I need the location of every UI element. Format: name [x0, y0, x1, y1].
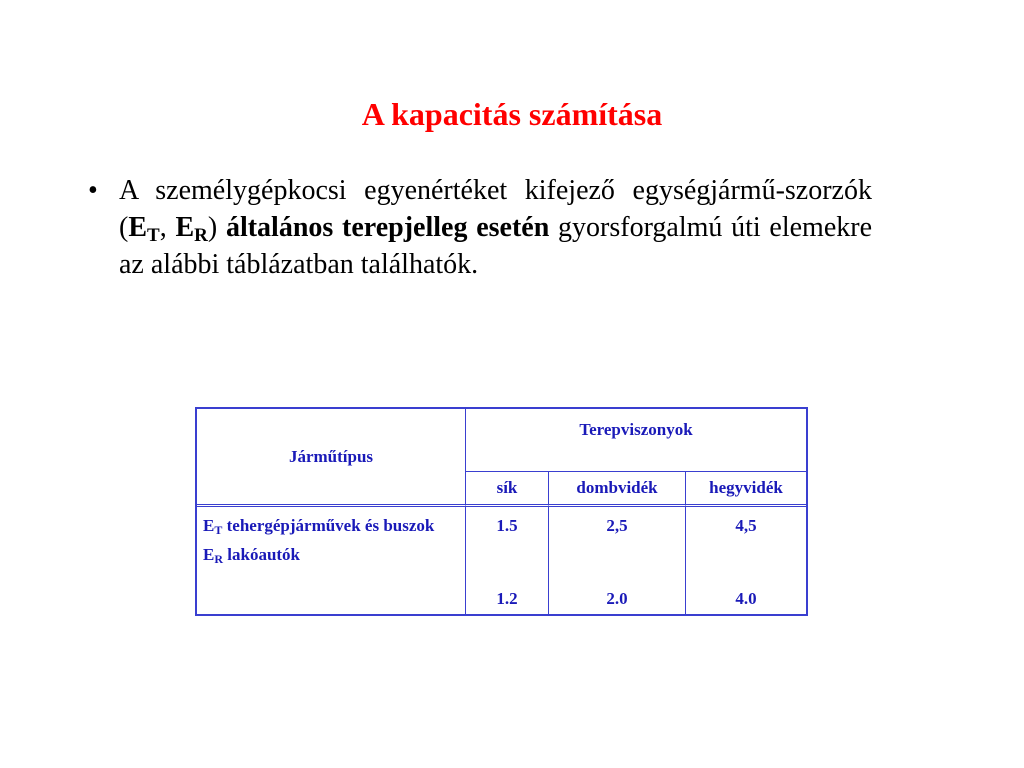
value-cell-hilly	[548, 507, 685, 614]
bullet-text-part1: A személygépkocsi egyenértéket kifejező egységjármű-szorzók (	[119, 175, 872, 243]
header-col-flat: sík	[466, 472, 548, 507]
vehicle-type-cell	[197, 507, 466, 614]
vehicle-type-et	[203, 515, 459, 537]
bullet-bold-phrase: általános terepjelleg esetén	[225, 212, 550, 243]
value-cell-flat	[466, 507, 548, 614]
symbol-et-sub: T	[147, 225, 160, 246]
value-et-flat: 1.5	[496, 516, 518, 535]
table-row	[197, 507, 806, 614]
symbol-er-sub: R	[194, 225, 208, 246]
row-et-symbol-sub: T	[214, 523, 223, 537]
header-col-mountain: hegyvidék	[685, 472, 806, 507]
row-er-symbol: E	[203, 545, 215, 564]
bullet-separator: ,	[159, 212, 176, 243]
value-er-hilly: 2.0	[606, 589, 628, 608]
bullet-text-part2: )	[207, 212, 226, 243]
row-et-label: tehergépjárművek és buszok	[222, 516, 435, 535]
symbol-er-base: E	[175, 212, 195, 243]
bullet-marker: •	[88, 175, 98, 206]
value-er-mountain: 4.0	[735, 589, 757, 608]
row-et-symbol: E	[203, 516, 215, 535]
header-terrain: Terepviszonyok	[466, 409, 806, 472]
value-er-flat: 1.2	[496, 589, 518, 608]
value-et-mountain: 4,5	[735, 516, 757, 535]
row-er-label: lakóautók	[223, 545, 301, 564]
bullet-paragraph	[88, 172, 872, 283]
row-er-symbol-sub: R	[214, 552, 224, 566]
symbol-et-base: E	[128, 212, 148, 243]
slide-title: A kapacitás számítása	[361, 96, 663, 132]
table-header-row	[197, 409, 806, 472]
factor-table-container	[195, 407, 808, 607]
value-et-hilly: 2,5	[606, 516, 628, 535]
header-vehicle-type: Járműtípus	[197, 409, 466, 507]
bullet-text-part3: gyorsforgalmú úti elemekre az alábbi táblázatban találhatók.	[119, 212, 873, 280]
symbol-et	[128, 212, 160, 246]
bullet-text	[119, 172, 872, 283]
value-cell-mountain	[685, 507, 806, 614]
vehicle-type-er	[203, 544, 459, 566]
symbol-er	[175, 212, 208, 246]
header-col-hilly: dombvidék	[548, 472, 685, 507]
factor-table	[195, 407, 808, 616]
